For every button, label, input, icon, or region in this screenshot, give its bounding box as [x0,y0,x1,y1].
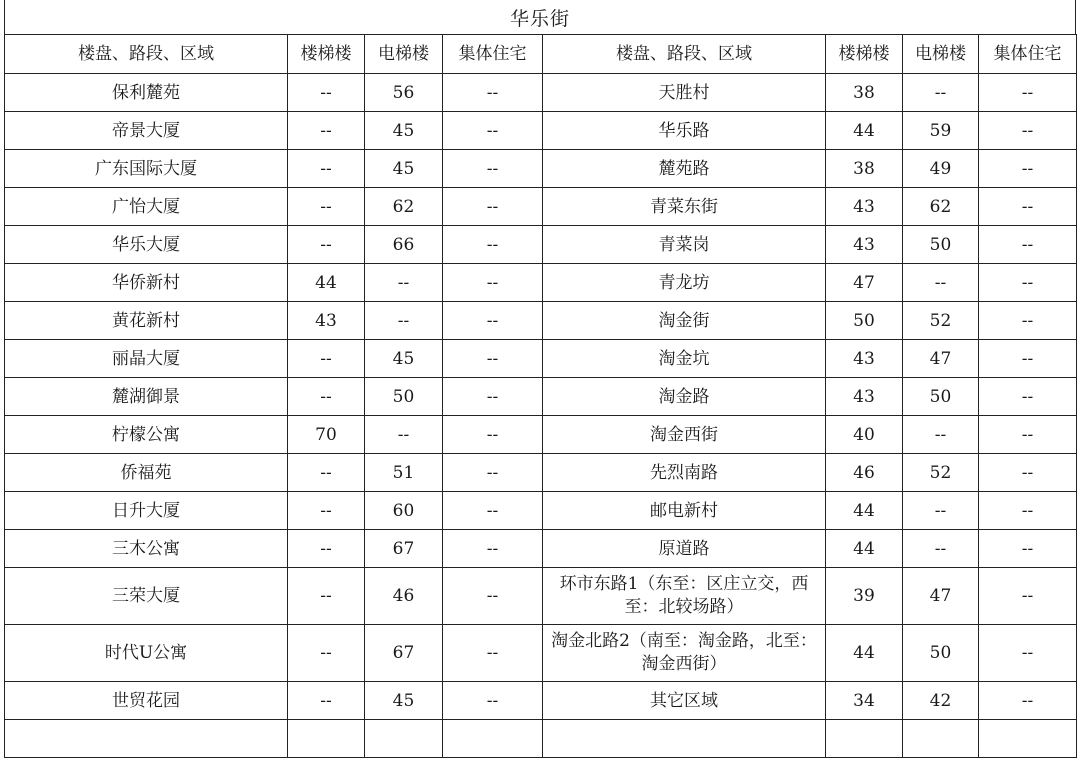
table-cell: 38 [826,150,903,188]
table-row [5,378,1077,416]
table-cell: 淘金西街 [543,416,826,454]
table-cell: -- [288,340,365,378]
table-cell: -- [903,416,979,454]
table-cell: -- [365,264,443,302]
table-cell: 青龙坊 [543,264,826,302]
table-cell: 麓苑路 [543,150,826,188]
table-cell: 45 [365,340,443,378]
table-cell: -- [979,568,1077,625]
table-cell: 52 [903,454,979,492]
table-row [5,340,1077,378]
table-cell [288,720,365,758]
table-title: 华乐街 [4,0,1076,34]
table-cell: 侨福苑 [5,454,288,492]
table-cell: 45 [365,150,443,188]
table-cell: 青菜东街 [543,188,826,226]
table-cell: -- [903,530,979,568]
table-cell: 广东国际大厦 [5,150,288,188]
table-cell: 60 [365,492,443,530]
table-cell: 70 [288,416,365,454]
table-body [5,74,1077,758]
table-cell: -- [443,188,543,226]
table-row [5,568,1077,625]
table-cell: 43 [826,340,903,378]
table-cell: 46 [826,454,903,492]
table-cell: 44 [826,492,903,530]
table-cell: 59 [903,112,979,150]
table-row [5,112,1077,150]
table-cell: -- [288,378,365,416]
table-cell: 淘金北路2（南至：淘金路，北至：淘金西街） [543,625,826,682]
table-cell: 广怡大厦 [5,188,288,226]
table-cell: 67 [365,625,443,682]
table-cell: -- [288,454,365,492]
table-cell: 42 [903,682,979,720]
table-row [5,720,1077,758]
table-cell: -- [979,682,1077,720]
table-cell: -- [288,150,365,188]
table-cell: 43 [826,226,903,264]
table-cell: 三荣大厦 [5,568,288,625]
table-cell [903,720,979,758]
table-cell [443,720,543,758]
table-cell: -- [903,492,979,530]
column-header: 集体住宅 [443,35,543,74]
table-cell: -- [979,378,1077,416]
table-row [5,302,1077,340]
table-cell: 青菜岗 [543,226,826,264]
table-cell: 34 [826,682,903,720]
table-cell: -- [979,150,1077,188]
table-cell: 38 [826,74,903,112]
table-cell: 44 [826,112,903,150]
table-cell: 50 [826,302,903,340]
column-header: 电梯楼 [365,35,443,74]
table-cell: -- [288,625,365,682]
table-cell: 46 [365,568,443,625]
table-cell: -- [443,302,543,340]
table-cell: 保利麓苑 [5,74,288,112]
table-cell: 50 [903,378,979,416]
table-cell: 50 [365,378,443,416]
table-cell: 黄花新村 [5,302,288,340]
table-cell: -- [979,416,1077,454]
table-cell: 50 [903,625,979,682]
table-cell: -- [443,74,543,112]
table-cell: 环市东路1（东至：区庄立交，西至：北较场路） [543,568,826,625]
column-header: 楼梯楼 [288,35,365,74]
header-row [5,35,1077,74]
column-header: 楼盘、路段、区域 [543,35,826,74]
table-cell: 47 [903,340,979,378]
table-cell: -- [443,568,543,625]
table-cell: 华乐路 [543,112,826,150]
table-cell: 51 [365,454,443,492]
table-cell: -- [979,530,1077,568]
table-cell: 丽晶大厦 [5,340,288,378]
table-cell: -- [365,416,443,454]
table-cell: 40 [826,416,903,454]
table-cell [5,720,288,758]
table-cell: 67 [365,530,443,568]
table-cell: 日升大厦 [5,492,288,530]
table-cell: 华乐大厦 [5,226,288,264]
table-cell: -- [443,682,543,720]
table-cell: 原道路 [543,530,826,568]
table-cell [365,720,443,758]
table-cell: -- [288,530,365,568]
column-header: 集体住宅 [979,35,1077,74]
table-cell: 邮电新村 [543,492,826,530]
table-cell: 43 [288,302,365,340]
table-cell: -- [979,264,1077,302]
table-cell: 柠檬公寓 [5,416,288,454]
table-row [5,188,1077,226]
table-cell: 淘金坑 [543,340,826,378]
table-cell: -- [443,264,543,302]
table-cell: 世贸花园 [5,682,288,720]
table-cell: 66 [365,226,443,264]
table-cell: 44 [826,625,903,682]
table-cell: -- [288,226,365,264]
table-cell: 50 [903,226,979,264]
table-cell: -- [443,530,543,568]
table-cell: 43 [826,378,903,416]
table-cell: -- [288,188,365,226]
table-cell [979,720,1077,758]
table-cell: -- [443,378,543,416]
table-cell: 44 [288,264,365,302]
table-cell: 时代U公寓 [5,625,288,682]
table-cell: 华侨新村 [5,264,288,302]
table-cell: 43 [826,188,903,226]
table-cell: -- [288,682,365,720]
table-cell: 39 [826,568,903,625]
table-row [5,150,1077,188]
table-cell: 62 [365,188,443,226]
table-cell: 淘金路 [543,378,826,416]
table-cell: 49 [903,150,979,188]
table-row [5,454,1077,492]
price-table-sheet [4,0,1076,758]
table-cell: 淘金街 [543,302,826,340]
table-row [5,264,1077,302]
table-cell: -- [979,454,1077,492]
table-cell: 天胜村 [543,74,826,112]
table-cell: -- [979,74,1077,112]
data-table [4,34,1077,758]
table-cell [543,720,826,758]
table-cell: 44 [826,530,903,568]
table-cell: -- [443,226,543,264]
table-cell: -- [979,340,1077,378]
table-cell: 帝景大厦 [5,112,288,150]
table-cell: -- [288,74,365,112]
column-header: 楼梯楼 [826,35,903,74]
table-cell: -- [443,454,543,492]
table-cell: -- [443,340,543,378]
table-cell: 47 [826,264,903,302]
table-row [5,682,1077,720]
column-header: 电梯楼 [903,35,979,74]
table-cell: 先烈南路 [543,454,826,492]
table-cell: 三木公寓 [5,530,288,568]
table-row [5,226,1077,264]
table-row [5,74,1077,112]
column-header: 楼盘、路段、区域 [5,35,288,74]
table-cell: -- [979,492,1077,530]
table-cell: -- [979,226,1077,264]
table-cell: -- [443,625,543,682]
table-cell: -- [979,302,1077,340]
table-row [5,416,1077,454]
table-cell: 62 [903,188,979,226]
table-cell: -- [443,112,543,150]
table-cell: -- [288,568,365,625]
table-cell: -- [288,112,365,150]
table-cell: 其它区域 [543,682,826,720]
table-cell: 45 [365,112,443,150]
table-cell: -- [903,264,979,302]
table-cell: -- [443,150,543,188]
table-cell: -- [288,492,365,530]
table-cell: 45 [365,682,443,720]
table-cell: -- [903,74,979,112]
table-cell: 麓湖御景 [5,378,288,416]
table-cell [826,720,903,758]
table-cell: 47 [903,568,979,625]
table-cell: 56 [365,74,443,112]
table-row [5,625,1077,682]
table-cell: -- [979,112,1077,150]
table-cell: -- [443,416,543,454]
table-row [5,530,1077,568]
table-cell: -- [365,302,443,340]
table-cell: -- [979,625,1077,682]
table-cell: -- [979,188,1077,226]
table-row [5,492,1077,530]
table-cell: -- [443,492,543,530]
table-cell: 52 [903,302,979,340]
